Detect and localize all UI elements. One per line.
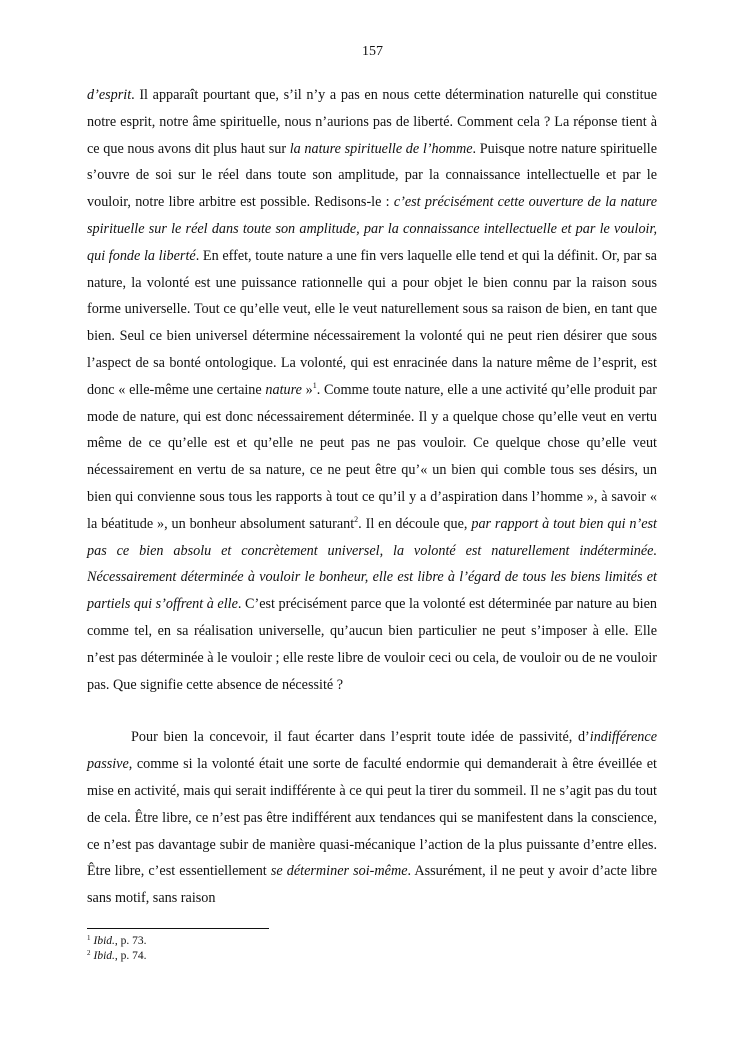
para1-text-10: . Il en découle que,: [358, 515, 472, 532]
para1-italic-3: la nature spirituelle de l’homme: [289, 140, 473, 157]
para2-italic-2: indifférence passive: [87, 729, 657, 773]
paragraph-2: [87, 724, 657, 912]
para1-text-8: »: [301, 381, 313, 398]
para2-text-3: , comme si la volonté était une sorte de faculté endormie qui demanderait à être éveillée et mise en activité, mais qui serait indifférente à ce qui peut la tirer du sommeil. Il ne s’agit pas du tout de cela. Être libre, ce n’est pas être indifférent aux tendances qui se manifestent dans la conscience, ce n’est pas davantage subir de manière quasi-mécanique l’action de la plus puissante d’entre elles. Être libre, c’est essentiellement: [87, 756, 657, 880]
para1-text-4: . Puisque notre nature spirituelle s’ouvre de soi sur le réel dans toute son amplitude, par la connaissance intellectuelle et par le vouloir, notre libre arbitre est possible. Redisons-le :: [87, 140, 657, 211]
page-number: 157: [362, 44, 383, 59]
footnote-1-page: , p. 73.: [114, 935, 147, 947]
para1-text-9: . Comme toute nature, elle a une activité qu’elle produit par mode de nature, qui est donc nécessairement déterminée. Il y a quelque chose qu’elle veut en vertu même de ce qu’elle est et qu’elle ne peut pas ne pas vouloir. Ce quelque chose qu’elle veut nécessairement en vertu de sa nature, ce ne peut être qu’« un bien qui comble tous ses désirs, un bien qui convienne sous tous les rapports à tout ce qu’il y a d’aspiration dans l’homme », à savoir « la béatitude », un bonheur absolument saturant: [87, 381, 658, 532]
footnote-separator: [87, 928, 269, 929]
footnote-1: [87, 934, 657, 949]
para2-italic-4: se déterminer soi-même: [270, 863, 408, 880]
footnote-2-mark: 2: [87, 949, 91, 957]
footnote-2-page: , p. 74.: [114, 950, 147, 962]
footnote-ref-1[interactable]: 1: [312, 380, 317, 390]
para1-italic-11: par rapport à tout bien qui n’est pas ce bien absolu et concrètement universel, la volonté est naturellement indéterminée. Nécessairement déterminée à vouloir le bonheur, elle est libre à l’égard de tous les biens limités et partiels qui s’offrent à elle: [87, 515, 657, 613]
para2-text-1: Pour bien la concevoir, il faut écarter dans l’esprit toute idée de passivité, d’: [131, 729, 590, 746]
para1-italic-5: c’est précisément cette ouverture de la nature spirituelle sur le réel dans toute son amplitude, par la connaissance intellectuelle et par le vouloir, qui fonde la liberté: [87, 194, 657, 264]
paragraph-1: [87, 82, 657, 698]
para1-text-6: . En effet, toute nature a une fin vers laquelle elle tend et qui la définit. Or, par sa nature, la volonté est une puissance rationnelle qui a pour objet le bien connu par la raison sous forme universelle. Tout ce qu’elle veut, elle le veut naturellement sous sa raison de bien, en tant que bien. Seul ce bien universel détermine nécessairement la volonté qui ne peut rien désirer que sous l’aspect de sa bonté ontologique. La volonté, qui est enracinée dans la nature même de l’esprit, est donc « elle-même une certaine: [87, 247, 657, 398]
para1-italic-1: d’esprit: [87, 87, 132, 103]
footnote-2-ref: Ibid.: [93, 950, 115, 962]
footnote-2: [87, 949, 657, 964]
footnote-1-mark: 1: [87, 934, 91, 942]
body-text: [87, 82, 657, 912]
footnotes: [87, 934, 657, 964]
para1-italic-7: nature: [265, 381, 302, 398]
footnote-1-ref: Ibid.: [93, 935, 115, 947]
footnote-ref-2[interactable]: 2: [354, 514, 359, 524]
para1-text-2: . Il apparaît pourtant que, s’il n’y a pas en nous cette détermination naturelle qui constitue notre esprit, notre âme spirituelle, nous n’aurions pas de liberté. Comment cela ? La réponse tient à ce que nous avons dit plus haut sur: [87, 87, 657, 157]
para2-text-5: . Assurément, il ne peut y avoir d’acte libre sans motif, sans raison: [87, 863, 658, 907]
para1-text-12: . C’est précisément parce que la volonté est déterminée par nature au bien comme tel, en sa réalisation universelle, qu’aucun bien particulier ne peut s’imposer à elle. Elle n’est pas déterminée à le vouloir ; elle reste libre de vouloir ceci ou cela, de vouloir ou de ne vouloir pas. Que signifie cette absence de nécessité ?: [87, 596, 657, 693]
